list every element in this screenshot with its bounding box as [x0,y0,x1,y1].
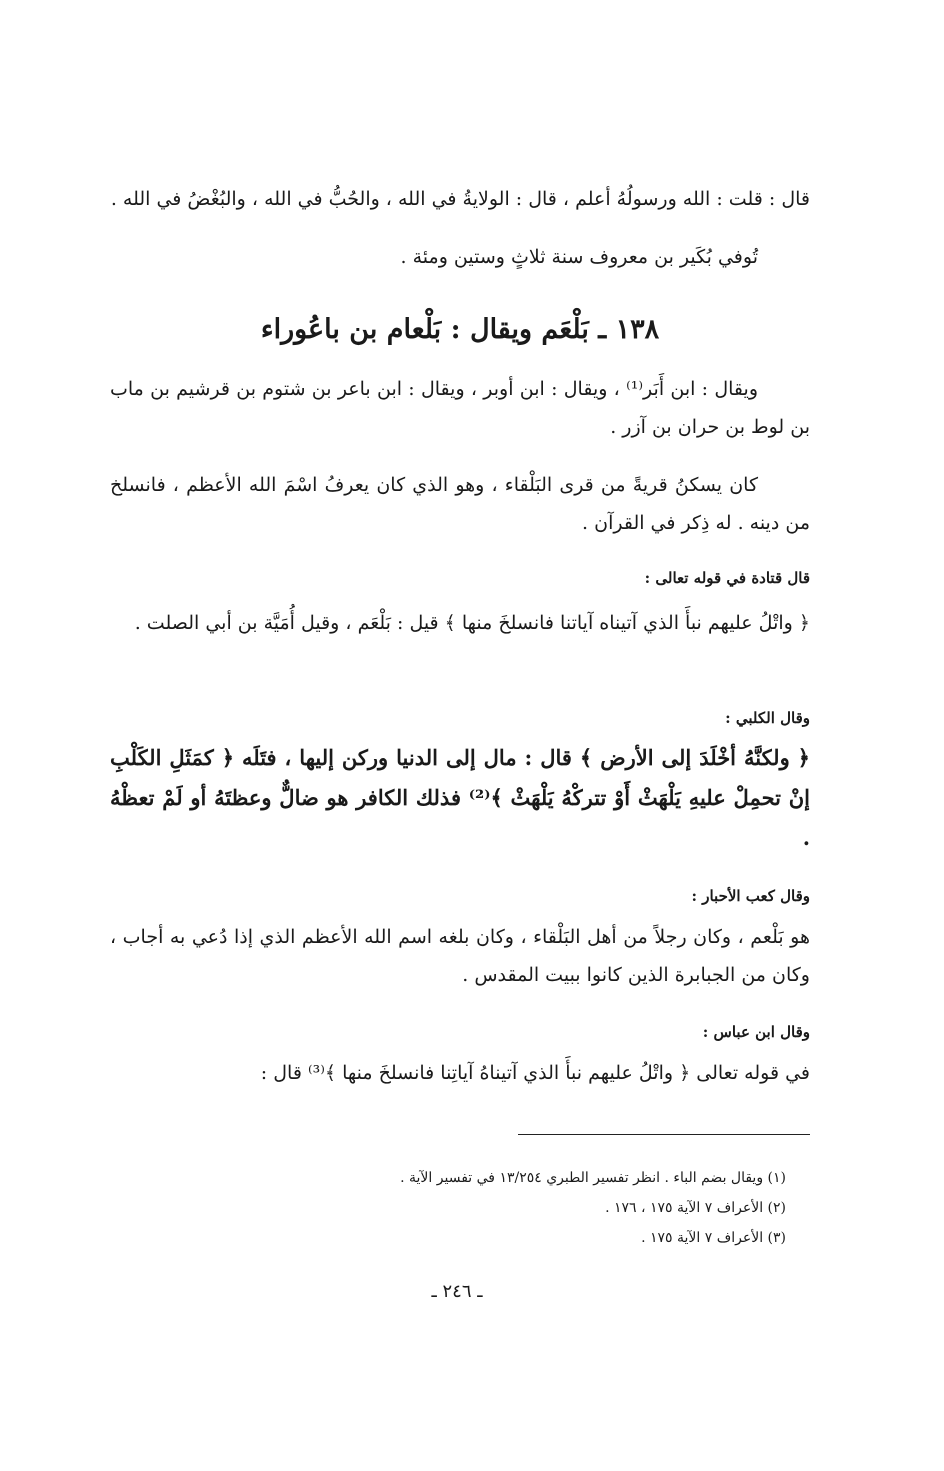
paragraph-lineage: ويقال : ابن أَبَر⁽¹⁾ ، ويقال : ابن أوبر ، ويقال : ابن باعر بن شتوم بن قرشيم بن ماب بن لوط بن حران بن آزر . [110,378,810,438]
paragraph-death-note: تُوفي بُكَير بن معروف سنة ثلاثٍ وستين ومئة . [400,246,758,268]
footnote-3: (٣) الأعراف ٧ الآية ١٧٥ . [641,1230,786,1246]
quote-kalbi: ﴿ ولكنَّهُ أخْلَدَ إلى الأرض ﴾ قال : مال إلى الدنيا وركن إليها ، فتَلَه ﴿ كمَثَلِ الكَلْبِ إنْ تحمِلْ عليهِ يَلْهَثْ أَوْ تتركْهُ يَلْهَثْ ﴾⁽²⁾ فذلك الكافر هو ضالٌّ وعظتَهُ أو لَمْ تعظْهُ . [110,745,810,850]
paragraph-description: كان يسكنُ قريةً من قرى البَلْقاء ، وهو الذي كان يعرفُ اسْمَ الله الأعظم ، فانسلخ من دينه . له ذِكر في القرآن . [110,474,810,534]
quote-ibn-abbas: في قوله تعالى ﴿ واتْلُ عليهم نبأَ الذي آتيناهُ آياتِنا فانسلخَ منها ﴾⁽³⁾ قال : [260,1062,810,1084]
label-kalbi: وقال الكلبي : [725,709,810,727]
paragraph-hadith-end: قال : قلت : الله ورسولُهُ أعلم ، قال : الولايةُ في الله ، والحُبُّ في الله ، والبُغْضُ في الله . [110,188,810,210]
page-number: ـ ٢٤٦ ـ [431,1281,483,1302]
label-kaab: وقال كعب الأحبار : [691,887,810,905]
footnote-separator [518,1134,810,1135]
footnote-2: (٢) الأعراف ٧ الآية ١٧٥ ، ١٧٦ . [605,1200,786,1216]
label-ibn-abbas: وقال ابن عباس : [702,1023,810,1041]
quote-qatada: ﴿ واتْلُ عليهم نبأَ الذي آتيناه آياتنا فانسلخَ منها ﴾ قيل : بَلْعَم ، وقيل أُمَيَّة بن أبي الصلت . [134,612,810,634]
label-qatada: قال قتادة في قوله تعالى : [644,569,810,587]
footnote-1: (١) ويقال بضم الباء . انظر تفسير الطبري ١٣/٢٥٤ في تفسير الآية . [400,1170,786,1186]
section-title: ١٣٨ ـ بَلْعَم ويقال : بَلْعام بن باعُوراء [260,314,660,345]
quote-kaab: هو بَلْعم ، وكان رجلاً من أهل البَلْقاء ، وكان بلغه اسم الله الأعظم الذي إذا دُعي به أجاب ، وكان من الجبابرة الذين كانوا ببيت المقدس . [110,926,810,986]
